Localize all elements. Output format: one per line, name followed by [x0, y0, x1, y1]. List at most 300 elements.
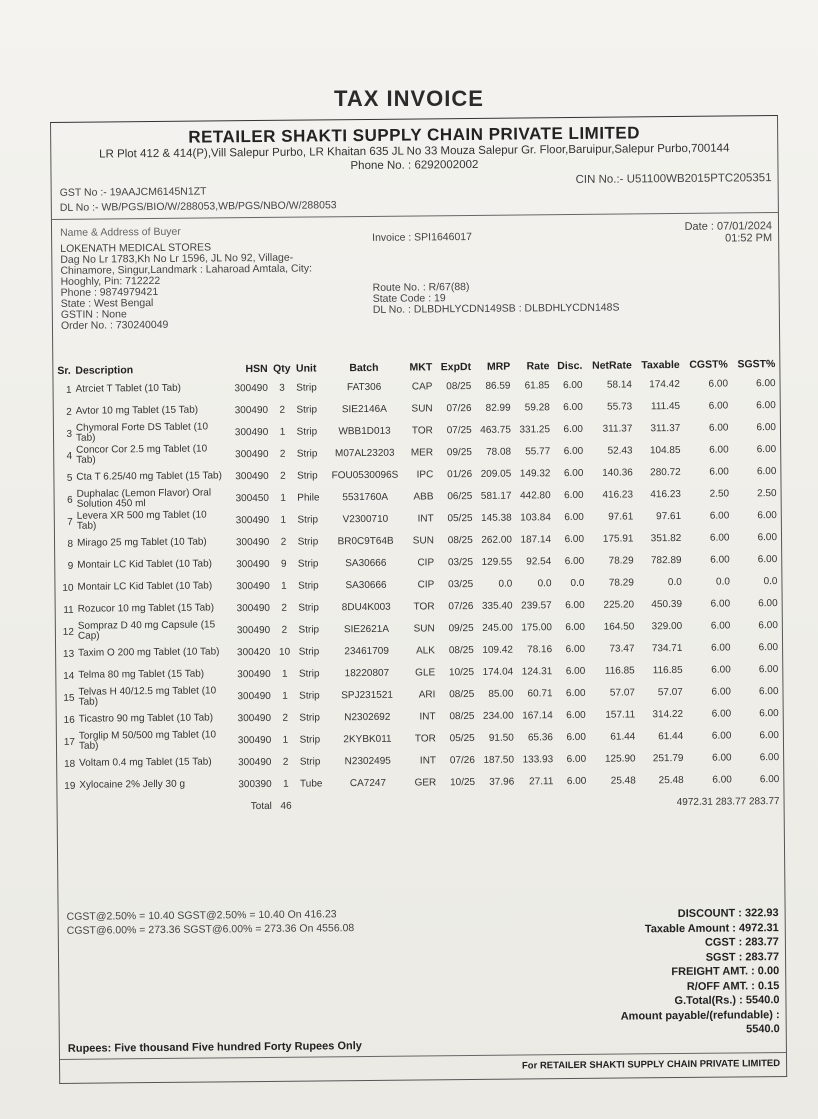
item-netrate: 225.20 [603, 598, 635, 611]
item-batch: 2KYBK011 [343, 733, 392, 745]
item-hsn: 300490 [234, 404, 269, 416]
amount-in-words: Rupees: Five thousand Five hundred Forty Rupees Only [67, 1040, 362, 1055]
item-sr: 19 [64, 780, 76, 792]
item-sr: 1 [65, 384, 72, 396]
item-taxable: 416.23 [650, 488, 681, 500]
item-description: Montair LC Kid Tablet (10 Tab) [77, 558, 213, 571]
item-rate: 27.11 [529, 775, 554, 787]
buyer-address-line3: Hooghly, Pin: 712222 [60, 274, 161, 288]
item-mrp: 129.55 [481, 556, 513, 568]
item-netrate: 52.43 [607, 444, 633, 457]
summary-block [620, 906, 780, 1038]
item-cgst: 0.0 [715, 575, 730, 588]
item-hsn: 300490 [237, 690, 271, 702]
item-expdt: 05/25 [449, 732, 475, 744]
item-expdt: 08/25 [446, 380, 472, 392]
company-address: LR Plot 412 & 414(P),Vill Salepur Purbo, LR Khaitan 635 JL No 33 Mouza Salepur Gr. Floor,Baruipur,Salepur Purbo,700144 [99, 142, 730, 161]
item-description: Duphalac (Lemon Flavor) Oral Solution 450 ml [76, 487, 212, 510]
item-qty: 2 [282, 756, 289, 768]
item-qty: 1 [282, 734, 289, 746]
col-description: Description [75, 364, 134, 377]
item-qty: 9 [280, 558, 287, 570]
item-cgst: 6.00 [712, 751, 732, 764]
item-sr: 8 [67, 538, 74, 550]
item-expdt: 01/26 [447, 468, 473, 480]
item-disc: 0.0 [570, 577, 585, 589]
route-number: Route No. : R/67(88) [372, 280, 470, 294]
item-disc: 6.00 [564, 511, 584, 523]
item-description: Taxim O 200 mg Tablet (10 Tab) [78, 646, 220, 659]
item-mrp: 174.04 [482, 666, 514, 678]
item-batch: WBB1D013 [338, 425, 391, 437]
item-unit: Strip [298, 601, 319, 614]
item-sgst: 6.00 [756, 377, 776, 389]
item-unit: Strip [298, 667, 320, 680]
item-disc: 6.00 [565, 621, 585, 633]
item-sgst: 6.00 [759, 773, 780, 785]
item-qty: 2 [281, 624, 288, 636]
item-sgst: 6.00 [759, 751, 780, 763]
item-cgst: 6.00 [708, 422, 729, 434]
item-rate: 92.54 [526, 555, 552, 567]
item-hsn: 300490 [235, 536, 270, 548]
buyer-phone: Phone : 9874979421 [60, 285, 159, 299]
grand-total: G.Total(Rs.) : 5540.0 [674, 994, 780, 1008]
item-netrate: 25.48 [610, 774, 636, 787]
item-cgst: 6.00 [708, 378, 729, 390]
item-mrp: 85.00 [488, 688, 514, 700]
item-disc: 6.00 [566, 731, 586, 743]
item-unit: Strip [296, 381, 317, 394]
item-mkt: GLE [415, 666, 436, 679]
item-netrate: 97.61 [608, 510, 634, 523]
item-netrate: 58.14 [606, 378, 633, 391]
item-mkt: ABB [413, 490, 434, 503]
item-batch: SPJ231521 [341, 689, 393, 701]
item-cgst: 6.00 [708, 400, 729, 412]
item-taxable: 111.45 [650, 400, 681, 412]
item-netrate: 73.47 [609, 642, 635, 655]
item-taxable: 25.48 [658, 774, 684, 786]
item-batch: 18220807 [344, 667, 390, 679]
item-rate: 78.16 [527, 643, 553, 655]
col-disc: Disc. [557, 359, 583, 373]
item-expdt: 10/25 [450, 776, 476, 788]
item-unit: Strip [298, 645, 320, 658]
item-netrate: 78.29 [608, 554, 634, 567]
item-batch: SA30666 [345, 579, 387, 591]
item-mrp: 262.00 [481, 534, 512, 546]
col-hsn: HSN [245, 362, 268, 376]
item-unit: Strip [298, 579, 319, 592]
item-disc: 6.00 [564, 533, 585, 545]
invoice-frame [50, 115, 787, 1084]
item-disc: 6.00 [566, 775, 587, 787]
item-qty: 1 [279, 426, 286, 438]
item-rate: 103.84 [520, 511, 551, 524]
col-sr: Sr. [57, 364, 71, 377]
item-netrate: 55.73 [607, 400, 633, 413]
item-description: Chymoral Forte DS Tablet (10 Tab) [75, 421, 209, 444]
item-batch: M07AL23203 [334, 447, 395, 459]
col-mkt: MKT [409, 361, 433, 374]
item-hsn: 300490 [234, 426, 269, 438]
item-qty: 2 [281, 602, 287, 614]
item-hsn: 300490 [236, 580, 270, 592]
item-batch: BR0C9T64B [337, 535, 394, 547]
item-sr: 3 [66, 428, 73, 440]
item-unit: Strip [299, 755, 321, 768]
item-taxable: 314.22 [652, 708, 684, 720]
item-batch: FAT306 [346, 381, 382, 393]
item-cgst: 6.00 [710, 553, 730, 566]
item-cgst: 6.00 [710, 597, 731, 610]
item-mkt: TOR [413, 600, 435, 613]
signature-footer: For RETAILER SHAKTI SUPPLY CHAIN PRIVATE LIMITED [521, 1058, 781, 1072]
item-mkt: IPC [416, 468, 434, 480]
sgst-total: SGST : 283.77 [705, 950, 780, 964]
item-cgst: 6.00 [710, 619, 731, 632]
item-qty: 1 [280, 514, 287, 526]
item-description: Ticastro 90 mg Tablet (10 Tab) [78, 712, 214, 725]
item-sr: 11 [63, 604, 74, 616]
item-taxable: 104.85 [649, 444, 681, 456]
item-hsn: 300420 [236, 646, 271, 658]
roff-amount: R/OFF AMT. : 0.15 [686, 979, 780, 993]
item-rate: 331.25 [519, 423, 551, 436]
item-rate: 187.14 [520, 533, 552, 546]
item-mrp: 86.59 [485, 380, 511, 392]
item-rate: 65.36 [527, 731, 554, 743]
item-disc: 6.00 [565, 599, 585, 611]
item-mkt: ARI [418, 688, 436, 700]
item-qty: 1 [281, 580, 287, 592]
item-disc: 6.00 [564, 555, 585, 567]
item-unit: Phile [297, 491, 320, 504]
item-mkt: TOR [411, 424, 433, 437]
item-netrate: 61.44 [610, 730, 636, 743]
item-qty: 1 [280, 492, 286, 504]
item-mkt: CIP [417, 556, 435, 568]
item-expdt: 06/25 [447, 490, 473, 502]
item-mrp: 581.17 [480, 490, 512, 502]
item-mkt: SUN [413, 622, 435, 635]
item-qty: 1 [281, 668, 288, 680]
item-mrp: 463.75 [480, 424, 511, 436]
item-sr: 15 [63, 692, 75, 704]
item-taxable: 97.61 [656, 510, 682, 522]
item-sgst: 0.0 [763, 575, 778, 587]
buyer-state: State : West Bengal [60, 297, 154, 310]
item-unit: Strip [298, 623, 320, 636]
item-expdt: 07/26 [449, 754, 475, 766]
item-unit: Strip [296, 425, 318, 438]
item-taxable: 61.44 [658, 730, 684, 742]
item-taxable: 57.07 [657, 686, 683, 698]
item-hsn: 300390 [238, 778, 272, 790]
item-description: Concor Cor 2.5 mg Tablet (10 Tab) [76, 443, 208, 466]
item-sgst: 6.00 [759, 707, 779, 719]
item-hsn: 300450 [235, 492, 269, 504]
item-qty: 2 [282, 712, 289, 724]
item-mrp: 78.08 [485, 446, 512, 458]
col-batch: Batch [349, 361, 379, 375]
item-expdt: 10/25 [448, 666, 475, 678]
item-taxable: 329.00 [651, 620, 683, 632]
item-mkt: TOR [414, 732, 436, 745]
item-unit: Strip [296, 469, 318, 482]
item-qty: 1 [282, 778, 289, 790]
item-sgst: 6.00 [756, 399, 776, 411]
col-taxable: Taxable [641, 358, 680, 372]
item-sgst: 6.00 [756, 443, 777, 455]
item-rate: 442.80 [520, 489, 551, 502]
invoice-date: Date : 07/01/2024 [684, 220, 773, 233]
item-sgst: 6.00 [758, 641, 779, 653]
item-cgst: 6.00 [709, 444, 729, 456]
item-qty: 10 [278, 646, 291, 658]
item-unit: Strip [296, 403, 318, 416]
tax-line-2: CGST@6.00% = 273.36 SGST@6.00% = 273.36 On 4556.08 [66, 922, 355, 937]
item-unit: Strip [296, 447, 318, 460]
items-table [55, 356, 781, 819]
item-description: Xylocaine 2% Jelly 30 g [79, 778, 186, 791]
item-hsn: 300490 [235, 514, 270, 526]
item-hsn: 300490 [238, 756, 272, 768]
item-taxable: 116.85 [652, 664, 683, 676]
invoice-number: Invoice : SPI1646017 [372, 230, 473, 244]
item-unit: Strip [299, 689, 320, 702]
order-number: Order No. : 730240049 [60, 318, 169, 332]
item-disc: 6.00 [563, 467, 584, 479]
item-sgst: 6.00 [757, 531, 778, 543]
item-mrp: 245.00 [482, 622, 513, 634]
item-sgst: 6.00 [757, 553, 778, 565]
item-expdt: 07/25 [446, 424, 472, 436]
buyer-gstin: GSTIN : None [60, 308, 127, 321]
buyer-address-line1: Dag No Lr 1783,Kh No Lr 1596, JL No 92, Village- [60, 251, 294, 266]
item-mrp: 234.00 [482, 710, 514, 722]
item-sr: 10 [62, 582, 74, 594]
item-sr: 18 [63, 758, 76, 770]
item-hsn: 300490 [236, 558, 270, 570]
item-taxable: 174.42 [649, 378, 680, 390]
item-unit: Strip [299, 711, 320, 724]
item-sgst: 6.00 [758, 597, 778, 609]
item-description: Atrciet T Tablet (10 Tab) [75, 382, 182, 395]
divider [52, 212, 778, 220]
col-qty: Qty [273, 362, 291, 375]
item-expdt: 03/25 [448, 578, 474, 590]
item-sgst: 6.00 [759, 729, 779, 741]
item-disc: 6.00 [564, 489, 584, 501]
item-mkt: INT [419, 754, 437, 766]
item-disc: 6.00 [566, 709, 586, 721]
cin-number: CIN No.:- U51100WB2015PTC205351 [575, 172, 772, 186]
item-description: Cta T 6.25/40 mg Tablet (15 Tab) [76, 470, 222, 483]
taxable-amount: Taxable Amount : 4972.31 [644, 921, 779, 935]
item-disc: 6.00 [563, 423, 584, 435]
item-sgst: 6.00 [758, 685, 779, 697]
item-description: Rozucor 10 mg Tablet (15 Tab) [77, 602, 215, 615]
item-qty: 2 [279, 404, 286, 416]
item-expdt: 07/26 [446, 402, 472, 414]
col-unit: Unit [295, 362, 317, 375]
item-description: Montair LC Kid Tablet (10 Tab) [77, 580, 213, 593]
gst-number: GST No :- 19AAJCM6145N1ZT [59, 185, 207, 199]
item-expdt: 08/25 [449, 710, 475, 722]
item-expdt: 07/26 [448, 600, 474, 612]
item-netrate: 157.11 [605, 708, 636, 721]
item-sgst: 6.00 [756, 421, 777, 433]
item-sr: 14 [63, 670, 75, 682]
item-disc: 6.00 [563, 379, 583, 391]
item-cgst: 6.00 [712, 773, 732, 786]
item-taxable: 280.72 [650, 466, 681, 478]
item-taxable: 351.82 [650, 532, 682, 544]
item-sr: 12 [62, 626, 74, 638]
item-hsn: 300490 [237, 712, 272, 724]
item-batch: 8DU4K003 [341, 601, 391, 613]
item-unit: Strip [297, 513, 319, 526]
item-sr: 7 [67, 516, 73, 528]
item-sr: 4 [66, 450, 73, 462]
item-mkt: INT [417, 512, 434, 524]
item-expdt: 08/25 [447, 534, 473, 546]
item-qty: 2 [280, 536, 287, 548]
item-cgst: 6.00 [709, 509, 730, 522]
col-rate: Rate [526, 360, 550, 373]
item-sr: 5 [66, 472, 73, 484]
buyer-heading: Name & Address of Buyer [60, 225, 181, 239]
amount-payable-value: 5540.0 [746, 1023, 780, 1036]
item-description: Telvas H 40/12.5 mg Tablet (10 Tab) [78, 685, 217, 708]
item-hsn: 300490 [237, 734, 272, 746]
item-hsn: 300490 [235, 470, 269, 482]
freight-amount: FREIGHT AMT. : 0.00 [671, 965, 780, 979]
item-disc: 6.00 [563, 401, 583, 413]
item-rate: 124.31 [521, 665, 553, 677]
col-mrp: MRP [486, 360, 511, 373]
item-expdt: 09/25 [446, 446, 472, 458]
item-mkt: GER [414, 776, 437, 789]
item-sgst: 6.00 [757, 509, 777, 521]
col-cgst: CGST% [689, 358, 728, 371]
item-unit: Strip [299, 733, 321, 746]
buyer-name: LOKENATH MEDICAL STORES [60, 241, 212, 255]
item-netrate: 78.29 [608, 576, 634, 589]
item-sr: 9 [67, 560, 74, 572]
item-hsn: 300490 [236, 602, 271, 614]
item-mkt: INT [419, 710, 436, 722]
item-cgst: 6.00 [709, 531, 730, 544]
company-phone: Phone No. : 6292002002 [350, 158, 479, 173]
item-mrp: 91.50 [488, 732, 514, 744]
item-expdt: 05/25 [447, 512, 473, 524]
item-description: Sompraz D 40 mg Capsule (15 Cap) [77, 619, 216, 642]
item-cgst: 6.00 [711, 663, 731, 676]
item-hsn: 300490 [235, 448, 269, 460]
items-body [55, 372, 781, 797]
item-cgst: 6.00 [711, 685, 732, 698]
item-qty: 2 [280, 470, 286, 482]
item-sgst: 6.00 [758, 619, 778, 631]
item-batch: SIE2621A [343, 623, 390, 635]
item-mkt: CAP [411, 380, 433, 393]
item-mrp: 187.50 [483, 754, 515, 766]
invoice-time: 01:52 PM [724, 232, 773, 245]
item-sr: 17 [63, 736, 76, 748]
item-disc: 6.00 [565, 665, 586, 677]
item-batch: N2302495 [344, 755, 391, 767]
item-taxable: 734.71 [651, 642, 683, 654]
item-mkt: SUN [411, 402, 433, 415]
item-cgst: 2.50 [709, 487, 730, 500]
item-netrate: 57.07 [609, 686, 635, 699]
item-batch: 5531760A [342, 491, 389, 503]
invoice-dl-number: DL No. : DLBDHLYCDN149SB : DLBDHLYCDN148S [372, 301, 620, 316]
item-mrp: 109.42 [482, 644, 514, 656]
amount-payable-label: Amount payable/(refundable) : [620, 1008, 780, 1023]
item-expdt: 08/25 [449, 688, 475, 700]
item-expdt: 08/25 [448, 644, 474, 656]
col-netrate: NetRate [592, 359, 632, 372]
item-rate: 239.57 [521, 599, 552, 611]
item-unit: Strip [297, 557, 319, 570]
item-netrate: 125.90 [604, 752, 636, 765]
item-mrp: 37.96 [489, 776, 515, 788]
item-hsn: 300490 [234, 382, 268, 394]
item-rate: 175.00 [521, 621, 552, 633]
item-netrate: 116.85 [604, 664, 635, 677]
item-netrate: 175.91 [602, 532, 634, 545]
item-rate: 0.0 [537, 577, 552, 589]
item-description: Voltam 0.4 mg Tablet (15 Tab) [79, 756, 212, 769]
item-description: Telma 80 mg Tablet (15 Tab) [78, 668, 205, 681]
item-rate: 167.14 [522, 709, 553, 721]
item-disc: 6.00 [565, 687, 586, 699]
item-mkt: MER [410, 446, 434, 459]
item-description: Avtor 10 mg Tablet (15 Tab) [75, 404, 199, 417]
discount: DISCOUNT : 322.93 [677, 907, 779, 921]
item-disc: 6.00 [565, 643, 586, 655]
item-expdt: 09/25 [448, 622, 474, 634]
item-cgst: 6.00 [711, 707, 732, 720]
col-expdt: ExpDt [440, 360, 472, 374]
item-sr: 13 [62, 648, 75, 660]
item-hsn: 300490 [236, 624, 271, 636]
item-netrate: 140.36 [602, 466, 633, 479]
item-batch: 23461709 [344, 645, 389, 657]
item-taxable: 782.89 [650, 554, 682, 566]
item-description: Mirago 25 mg Tablet (10 Tab) [76, 536, 207, 549]
item-batch: FOU0530096S [331, 469, 399, 481]
total-qty: 46 [280, 800, 292, 812]
total-label: Total [250, 800, 272, 812]
item-taxable: 450.39 [651, 598, 683, 610]
item-mkt: CIP [417, 578, 435, 590]
tax-line-1: CGST@2.50% = 10.40 SGST@2.50% = 10.40 On 416.23 [66, 908, 337, 923]
item-sr: 6 [67, 494, 73, 506]
cgst-total: CGST : 283.77 [704, 936, 779, 949]
item-description: Torglip M 50/500 mg Tablet (10 Tab) [78, 729, 217, 752]
item-expdt: 03/25 [447, 556, 474, 568]
item-taxable: 0.0 [667, 576, 682, 588]
item-mrp: 0.0 [498, 578, 513, 590]
document-title: TAX INVOICE [334, 86, 484, 111]
item-netrate: 416.23 [602, 488, 634, 501]
item-disc: 6.00 [566, 753, 587, 765]
